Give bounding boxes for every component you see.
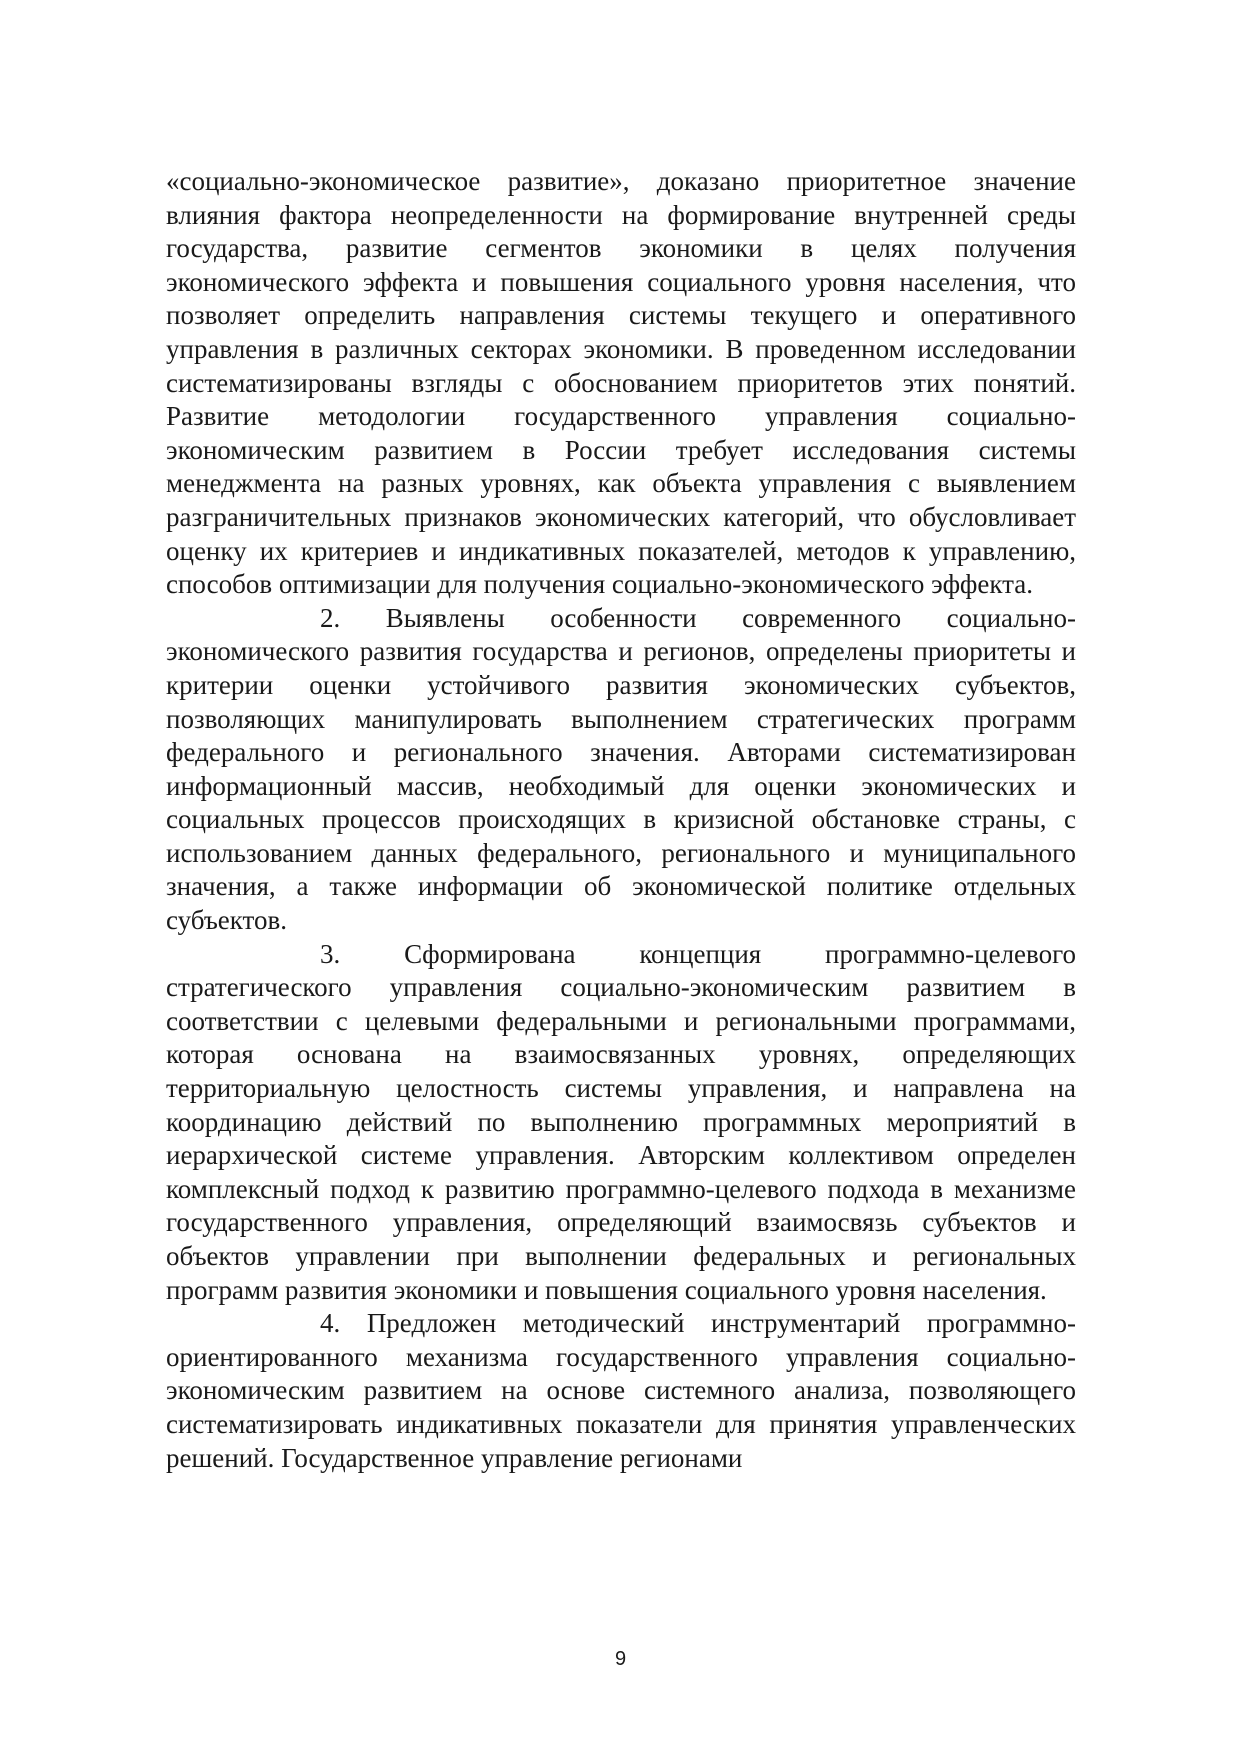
paragraph-text: «социально-экономическое развитие», доказано приоритетное значение влияния фактора неопределенности на формирование внутренней среды государства, развитие сегментов экономики в целях получения экономического эффекта и повышения социального уровня населения, что позволяет определить направления системы текущего и оперативного управления в различных секторах экономики. В проведенном исследовании систематизированы взгляды с обоснованием приоритетов этих понятий. Развитие методологии государственного управления социально-экономическим развитием в России требует исследования системы менеджмента на разных уровнях, как объекта управления с выявлением разграничительных признаков экономических категорий, что обусловливает оценку их критериев и индикативных показателей, методов к управлению, способов оптимизации для получения социально-экономического эффекта. bbox=[166, 166, 1076, 600]
body-text bbox=[166, 165, 1076, 1475]
list-item-3 bbox=[166, 938, 1076, 1308]
list-item-number: 4. bbox=[320, 1308, 341, 1339]
list-item-4 bbox=[166, 1307, 1076, 1475]
list-item-number: 2. bbox=[320, 602, 341, 633]
list-item-2 bbox=[166, 602, 1076, 938]
list-item-text: Предложен методический инструментарий программно-ориентированного механизма государственного управления социально-экономическим развитием на основе системного анализа, позволяющего систематизировать индикативных показатели для принятия управленческих решений. Государственное управление регионами bbox=[166, 1308, 1076, 1473]
paragraph-continuation bbox=[166, 165, 1076, 602]
list-item-text: Сформирована концепция программно-целевого стратегического управления социально-экономическим развитием в соответствии с целевыми федеральными и региональными программами, которая основана на взаимосвязанных уровнях, определяющих территориальную целостность системы управления, и направлена на координацию действий по выполнению программных мероприятий в иерархической системе управления. Авторским коллективом определен комплексный подход к развитию программно-целевого подхода в механизме государственного управления, определяющий взаимосвязь субъектов и объектов управлении при выполнении федеральных и региональных программ развития экономики и повышения социального уровня населения. bbox=[166, 938, 1076, 1305]
list-item-number: 3. bbox=[320, 938, 341, 969]
list-item-text: Выявлены особенности современного социально-экономического развития государства и регионов, определены приоритеты и критерии оценки устойчивого развития экономических субъектов, позволяющих манипулировать выполнением стратегических программ федерального и регионального значения. Авторами систематизирован информационный массив, необходимый для оценки экономических и социальных процессов происходящих в кризисной обстановке страны, с использованием данных федерального, регионального и муниципального значения, а также информации об экономической политике отдельных субъектов. bbox=[166, 602, 1076, 936]
page-number: 9 bbox=[614, 1648, 627, 1670]
